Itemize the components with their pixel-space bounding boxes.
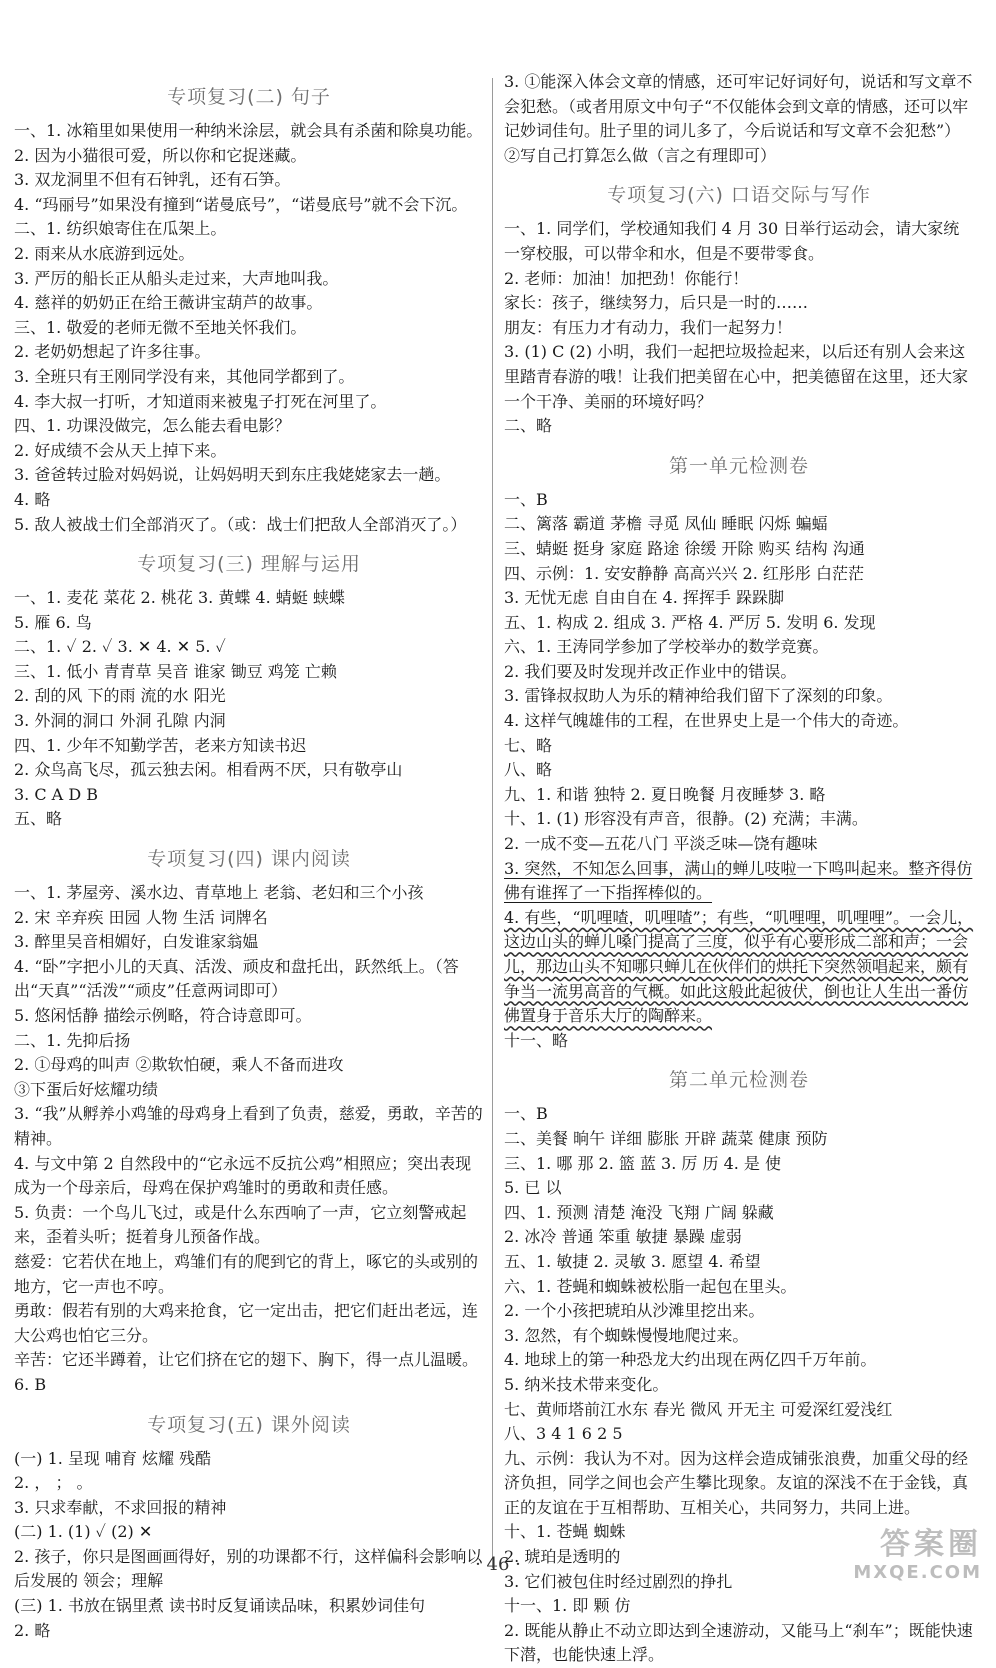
answer-line: 2. 刮的风 下的雨 流的水 阳光	[14, 686, 226, 706]
answer-line: 4. 与文中第 2 自然段中的“它永远不反抗公鸡”相照应；突出表现成为一个母亲后，母鸡在保护鸡雏时的勇敢和责任感。	[14, 1153, 472, 1198]
answer-line: 2. 好成绩不会从天上掉下来。	[14, 440, 227, 460]
answer-line: (一) 1. 呈现 哺育 炫耀 残酷	[14, 1448, 212, 1468]
answer-line: 二、1. ✓ 2. ✓ 3. ✕ 4. ✕ 5. ✓	[14, 637, 226, 657]
answer-line: 2. 众鸟高飞尽，孤云独去闲。相看两不厌，只有敬亭山	[14, 760, 403, 780]
answer-line: (三) 1. 书放在锅里煮 读书时反复诵读品味，积累妙词佳句	[14, 1596, 426, 1616]
answer-line: 5. 负责：一个鸟儿飞过，或是什么东西响了一声，它立刻警戒起来，歪着头听；挺着身儿预备作战。	[14, 1202, 467, 1247]
answer-line: 二、略	[504, 416, 553, 436]
answer-line: 2. 我们要及时发现并改正作业中的错误。	[504, 661, 797, 681]
answer-line: 二、1. 纺织娘寄住在瓜架上。	[14, 219, 227, 239]
answer-line: 一、1. 茅屋旁、溪水边、青草地上 老翁、老妇和三个小孩	[14, 883, 424, 903]
answer-line: 十一、1. 即 颗 仿	[504, 1596, 631, 1616]
answer-line: 九、示例：我认为不对。因为这样会造成铺张浪费，加重父母的经济负担，同学之间也会产生攀比现象。友谊的深浅不在于金钱，真正的友谊在于互相帮助、互相关心，共同努力，共同上进。	[504, 1448, 969, 1517]
answer-line: ③下蛋后好炫耀功绩	[14, 1079, 159, 1099]
answer-line: 二、篱落 霸道 茅檐 寻觅 凤仙 睡眠 闪烁 蝙蝠	[504, 514, 828, 534]
answer-line: 一、B	[504, 1104, 548, 1124]
answer-line: 辛苦：它还半蹲着，让它们挤在它的翅下、胸下，得一点儿温暖。	[14, 1350, 479, 1370]
answer-line: 3. 双龙洞里不但有石钟乳，还有石笋。	[14, 170, 291, 190]
answer-line: 2. ， ； 。	[14, 1473, 93, 1493]
answer-line: 4. 略	[14, 489, 51, 509]
answer-line: 七、黄师塔前江水东 春光 微风 开无主 可爱深红爱浅红	[504, 1399, 893, 1419]
answer-line: 三、蜻蜓 挺身 家庭 路途 徐缓 开除 购买 结构 沟通	[504, 538, 865, 558]
answer-line: 2. 孩子，你只是图画画得好，别的功课都不行，这样偏科会影响以后发展的 领会；理解	[14, 1546, 483, 1591]
answer-line: 家长：孩子，继续努力，后只是一时的……	[504, 293, 809, 313]
answer-line: 3. ①能深入体会文章的情感，还可牢记好词好句，说话和写文章不会犯愁。（或者用原文中句子“不仅能体会到文章的情感，还可以牢记妙词佳句。肚子里的词儿多了，今后说话和写文章不会犯愁”）②写自己打算怎么做（言之有理即可）	[504, 72, 973, 165]
answer-line: 五、略	[14, 809, 63, 829]
answer-line: 5. 悠闲恬静 描绘示例略，符合诗意即可。	[14, 1006, 312, 1025]
answer-line: 二、1. 先抑后扬	[14, 1030, 131, 1050]
page-number: · 46 ·	[475, 1554, 521, 1575]
underlined-answer: 3. 突然，不知怎么回事，满山的蝉儿吱啦一下鸣叫起来。整齐得仿佛有谁挥了一下指挥棒似的。	[504, 858, 973, 903]
section-heading: 专项复习(四) 课内阅读	[147, 848, 351, 871]
answer-line: 2. 一成不变—五花八门 平淡乏味—饶有趣味	[504, 834, 818, 854]
answer-line: 3. “我”从孵养小鸡雏的母鸡身上看到了负责，慈爱，勇敢，辛苦的精神。	[14, 1104, 483, 1148]
answer-line: 4. 李大叔一打听，才知道雨来被鬼子打死在河里了。	[14, 391, 387, 411]
underlined-answer: 4. 有些，“叽哩喳，叽哩喳”；有些，“叽哩哩，叽哩哩”。一会儿，这边山头的蝉儿嗓门提高了三度，似乎有心要形成二部和声；一会儿，那边山头不知哪只蝉儿在伙伴们的烘托下突然领唱起来，颇有争当一流男高音的气概。如此这般此起彼伏，倒也让人生出一番仿佛置身于音乐大厅的陶醉来。	[504, 907, 974, 1026]
answer-line: 3. 无忧无虑 自由自在 4. 挥挥手 跺跺脚	[504, 588, 784, 608]
answer-line: 二、美餐 晌午 详细 膨胀 开辟 蔬菜 健康 预防	[504, 1128, 828, 1148]
answer-line: 4. 慈祥的奶奶正在给王薇讲宝葫芦的故事。	[14, 293, 323, 313]
answer-line: 3. 爸爸转过脸对妈妈说，让妈妈明天到东庄我姥姥家去一趟。	[14, 465, 451, 485]
answer-line: 四、1. 功课没做完，怎么能去看电影？	[14, 416, 291, 436]
answer-line: 3. 外洞的洞口 外洞 孔隙 内洞	[14, 711, 226, 731]
answer-line: 七、略	[504, 735, 553, 755]
answer-line: 勇敢：假若有别的大鸡来抢食，它一定出击，把它们赶出老远，连大公鸡也怕它三分。	[14, 1301, 479, 1345]
answer-line: 六、1. 王涛同学参加了学校举办的数学竞赛。	[504, 637, 829, 657]
section-heading: 专项复习(二) 句子	[167, 86, 331, 108]
answer-line: 五、1. 敏捷 2. 灵敏 3. 愿望 4. 希望	[504, 1251, 761, 1271]
section-heading: 专项复习(三) 理解与运用	[137, 553, 361, 576]
answer-line: 2. 老奶奶想起了许多往事。	[14, 342, 211, 362]
answer-line: 十、1. 苍蝇 蜘蛛	[504, 1522, 626, 1542]
answer-line: 三、1. 低小 青青草 吴音 谁家 锄豆 鸡笼 亡赖	[14, 661, 337, 681]
answer-line: 五、1. 构成 2. 组成 3. 严格 4. 严厉 5. 发明 6. 发现	[504, 612, 876, 632]
answer-line: 九、1. 和谐 独特 2. 夏日晚餐 月夜睡梦 3. 略	[504, 784, 826, 804]
column-divider	[492, 78, 493, 1568]
answer-line: 3. 只求奉献，不求回报的精神	[14, 1497, 227, 1517]
answer-line: 3. (1) C (2) 小明，我们一起把垃圾捡起来，以后还有别人会来这里踏青春游的哦！让我们把美留在心中，把美德留在这里，还大家一个干净、美丽的环境好吗？	[504, 342, 969, 411]
answer-line: 一、1. 冰箱里如果使用一种纳米涂层，就会具有杀菌和除臭功能。	[14, 121, 483, 140]
section-heading: 专项复习(五) 课外阅读	[147, 1413, 351, 1436]
answer-line: 6. B	[14, 1374, 47, 1394]
answer-line: 2. 既能从静止不动立即达到全速游动，又能马上“刹车”；既能快速下潜，也能快速上浮。	[504, 1620, 973, 1665]
answer-line: 十一、略	[504, 1030, 569, 1050]
answer-line: 4. 这样气魄雄伟的工程，在世界史上是一个伟大的奇迹。	[504, 711, 909, 731]
answer-line: 2. 因为小猫很可爱，所以你和它捉迷藏。	[14, 145, 307, 165]
answer-line: 5. 雁 6. 鸟	[14, 612, 92, 632]
answer-line: 六、1. 苍蝇和蜘蛛被松脂一起包在里头。	[504, 1276, 797, 1296]
answer-line: 一、1. 同学们，学校通知我们 4 月 30 日举行运动会，请大家统一穿校服，可以带伞和水，但是不要带零食。	[504, 219, 960, 263]
answer-line: 5. 已 以	[504, 1178, 562, 1198]
answer-line: 4. 地球上的第一种恐龙大约出现在两亿四千万年前。	[504, 1350, 877, 1370]
left-column	[14, 70, 484, 1643]
answer-line: 3. 忽然，有个蜘蛛慢慢地爬过来。	[504, 1325, 749, 1345]
answer-line: 四、示例：1. 安安静静 高高兴兴 2. 红彤彤 白茫茫	[504, 563, 864, 583]
answer-line: 4. “玛丽号”如果没有撞到“诺曼底号”，“诺曼底号”就不会下沉。	[14, 194, 468, 214]
answer-line: 四、1. 少年不知勤学苦，老来方知读书迟	[14, 735, 307, 755]
answer-line: 3. 醉里吴音相媚好，白发谁家翁媪	[14, 932, 259, 952]
answer-line: 5. 纳米技术带来变化。	[504, 1374, 669, 1394]
answer-line: 2. 冰冷 普通 笨重 敏捷 暴躁 虚弱	[504, 1227, 742, 1247]
answer-line: 2. 宋 辛弃疾 田园 人物 生活 词牌名	[14, 907, 268, 927]
answer-line: (二) 1. (1) ✓ (2) ✕	[14, 1522, 153, 1542]
answer-line: 十、1. (1) 形容没有声音，很静。(2) 充满；丰满。	[504, 809, 868, 829]
answer-line: 三、1. 敬爱的老师无微不至地关怀我们。	[14, 317, 307, 337]
section-heading: 第二单元检测卷	[668, 1069, 809, 1092]
watermark-text: 答案圈	[880, 1527, 982, 1562]
answer-line: 一、1. 麦花 菜花 2. 桃花 3. 黄蝶 4. 蜻蜓 蛱蝶	[14, 588, 345, 608]
answer-line: 4. “卧”字把小儿的天真、活泼、顽皮和盘托出，跃然纸上。（答出“天真”“活泼”“顽皮”任意两词即可）	[14, 956, 459, 1001]
answer-line: 3. 它们被包住时经过剧烈的挣扎	[504, 1571, 733, 1591]
section-heading: 第一单元检测卷	[668, 454, 809, 477]
answer-line: 2. 雨来从水底游到远处。	[14, 243, 195, 263]
answer-line: 八、3 4 1 6 2 5	[504, 1424, 623, 1444]
answer-line: 5. 敌人被战士们全部消灭了。（或：战士们把敌人全部消灭了。）	[14, 514, 467, 534]
answer-line: 2. 琥珀是透明的	[504, 1547, 621, 1567]
answer-line: 3. 严厉的船长正从船头走过来，大声地叫我。	[14, 268, 339, 288]
answer-line: 慈爱：它若伏在地上，鸡雏们有的爬到它的背上，啄它的头或别的地方，它一声也不哼。	[14, 1251, 479, 1296]
answer-line: 3. 全班只有王刚同学没有来，其他同学都到了。	[14, 366, 355, 386]
answer-line: 四、1. 预测 清楚 淹没 飞翔 广阔 躲藏	[504, 1202, 774, 1222]
answer-line: 一、B	[504, 489, 548, 509]
answer-line: 2. 老师：加油！加把劲！你能行！	[504, 268, 749, 288]
answer-line: 3. 雷锋叔叔助人为乐的精神给我们留下了深刻的印象。	[504, 686, 893, 706]
answer-line: 朋友：有压力才有动力，我们一起努力！	[504, 317, 793, 337]
answer-line: 2. 一个小孩把琥珀从沙滩里挖出来。	[504, 1301, 765, 1321]
watermark-url: MXQE.COM	[853, 1562, 982, 1583]
right-column	[504, 70, 974, 1668]
answer-line: 3. C A D B	[14, 784, 98, 804]
answer-line: 2. ①母鸡的叫声 ②欺软怕硬，乘人不备而进攻	[14, 1055, 344, 1075]
answer-line: 八、略	[504, 760, 553, 780]
answer-line: 2. 略	[14, 1620, 51, 1640]
answer-line: 三、1. 哪 那 2. 篮 蓝 3. 厉 历 4. 是 使	[504, 1153, 782, 1173]
watermark-logo	[786, 1528, 982, 1588]
section-heading: 专项复习(六) 口语交际与写作	[607, 184, 871, 207]
